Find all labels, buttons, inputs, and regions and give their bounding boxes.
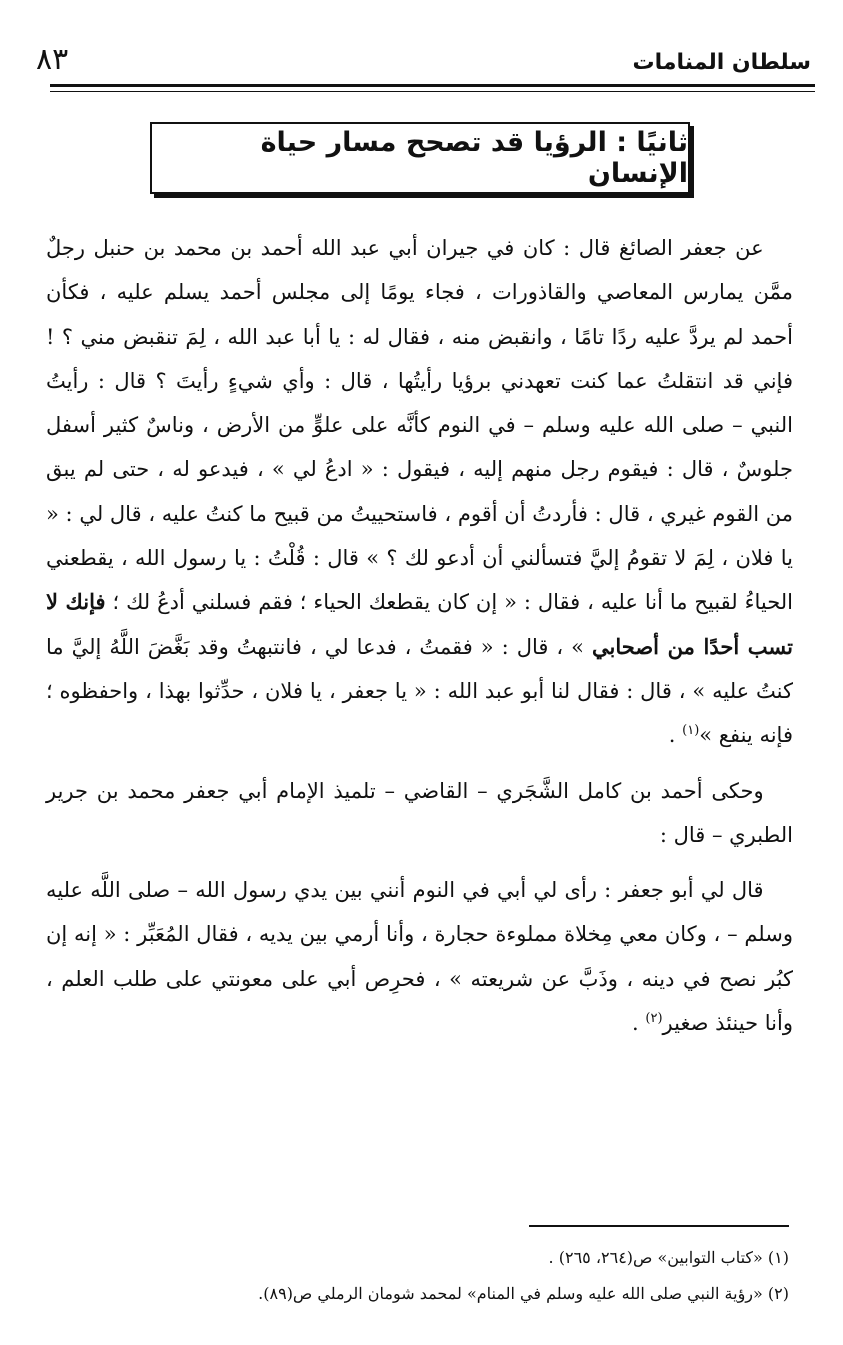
footnote-2: (٢) «رؤية النبي صلى الله عليه وسلم في المنام» لمحمد شومان الرملي ص(٨٩). <box>258 1284 789 1303</box>
header-rule-thin <box>50 91 815 92</box>
footnote-ref-2: (٢) <box>645 1011 663 1027</box>
paragraph-1-tail: » ، قال : « فقمتُ ، فدعا لي ، فانتبهتُ وقد بَغَّضَ اللَّهُ إليَّ ما كنتُ عليه » ، قال : فقال لنا أبو عبد الله : « يا جعفر ، يا فلان ، حدِّثوا بهذا ، واحفظوه ؛ فإنه ينفع » <box>46 634 793 748</box>
section-heading: ثانيًا : الرؤيا قد تصحح مسار حياة الإنسان <box>260 127 688 189</box>
header-rule-thick <box>50 84 815 87</box>
page-header <box>28 38 815 78</box>
footnote-rule <box>529 1225 789 1227</box>
paragraph-1: عن جعفر الصائغ قال : كان في جيران أبي عبد الله أحمد بن محمد بن حنبل رجلٌ ممَّن يمارس المعاصي والقاذورات ، فجاء يومًا إلى مجلس أحمد يسلم عليه ، فكأن أحمد لم يردَّ عليه ردًا تامًا ، وانقبض منه ، فقال له : يا أبا عبد الله ، لِمَ تنقبض مني ؟ ! فإني قد انتقلتُ عما كنت تعهدني برؤيا رأيتُها ، قال : وأي شيءٍ رأيتَ ؟ قال : رأيتُ النبي – صلى الله عليه وسلم – في النوم كأنَّه على علوٍّ من الأرض ، وناسٌ كثير أسفل جلوسٌ ، قال : فيقوم رجل منهم إليه ، فيقول : « ادعُ لي » ، فيدعو له ، حتى لم يبق من القوم غيري ، قال : فأردتُ أن أقوم ، فاستحييتُ من قبيح ما كنتُ عليه ، قال لي : « يا فلان ، لِمَ لا تقومُ إليَّ فتسألني أن أدعو لك ؟ » قال : قُلْتُ : يا رسول الله ، يقطعني الحياءُ لقبيح ما أنا عليه ، فقال : « إن كان يقطعك الحياء ؛ فقم فسلني أدعُ لك ؛ فإنك لا تسب أحدًا من أصحابي » ، قال : « فقمتُ ، فدعا لي ، فانتبهتُ وقد بَغَّضَ اللَّهُ إليَّ ما كنتُ عليه » ، قال : فقال لنا أبو عبد الله : « يا جعفر ، يا فلان ، حدِّثوا بهذا ، واحفظوه ؛ فإنه ينفع »$^{(١)}$ . <box>46 236 793 748</box>
paragraph-2: وحكى أحمد بن كامل الشَّجَري – القاضي – تلميذ الإمام أبي جعفر محمد بن جرير الطبري – قال : <box>46 778 793 847</box>
paragraph-3-text: قال لي أبو جعفر : رأى لي أبي في النوم أنني بين يدي رسول الله – صلى اللَّه عليه وسلم – ، وكان معي مِخلاة مملوءة حجارة ، وأنا أرمي بين يديه ، فقال المُعَبِّر : « إنه إن كبُر نصح في دينه ، وذَبَّ عن شريعته » ، فحرِص أبي على معونتي على طلب العلم ، وأنا حينئذ صغير <box>46 878 793 1036</box>
page-number: ٨٣ <box>36 42 69 77</box>
paragraph-3: قال لي أبو جعفر : رأى لي أبي في النوم أنني بين يدي رسول الله – صلى اللَّه عليه وسلم – ، وكان معي مِخلاة مملوءة حجارة ، وأنا أرمي بين يديه ، فقال المُعَبِّر : « إنه إن كبُر نصح في دينه ، وذَبَّ عن شريعته » ، فحرِص أبي على معونتي على طلب العلم ، وأنا حينئذ صغير$^{(٢)}$ . <box>46 878 793 1036</box>
footnotes <box>46 1240 789 1312</box>
footnote-ref-1: (١) <box>682 723 700 739</box>
footnote-1: (١) «كتاب التوابين» ص(٢٦٤، ٢٦٥) . <box>548 1248 789 1267</box>
section-heading-box <box>150 122 690 194</box>
running-title: سلطان المنامات <box>632 50 811 75</box>
paragraph-1-bold-text: فإنك لا تسب أحدًا من أصحابي <box>46 589 793 659</box>
body-text <box>46 226 793 1045</box>
paragraph-1-text: عن جعفر الصائغ قال : كان في جيران أبي عبد الله أحمد بن محمد بن حنبل رجلٌ ممَّن يمارس المعاصي والقاذورات ، فجاء يومًا إلى مجلس أحمد يسلم عليه ، فكأن أحمد لم يردَّ عليه ردًا تامًا ، وانقبض منه ، فقال له : يا أبا عبد الله ، لِمَ تنقبض مني ؟ ! فإني قد انتقلتُ عما كنت تعهدني برؤيا رأيتُها ، قال : وأي شيءٍ رأيتَ ؟ قال : رأيتُ النبي – صلى الله عليه وسلم – في النوم كأنَّه على علوٍّ من الأرض ، وناسٌ كثير أسفل جلوسٌ ، قال : فيقوم رجل منهم إليه ، فيقول : « ادعُ لي » ، فيدعو له ، حتى لم يبق من القوم غيري ، قال : فأردتُ أن أقوم ، فاستحييتُ من قبيح ما كنتُ عليه ، قال لي : « يا فلان ، لِمَ لا تقومُ إليَّ فتسألني أن أدعو لك ؟ » قال : قُلْتُ : يا رسول الله ، يقطعني الحياءُ لقبيح ما أنا عليه ، فقال : « إن كان يقطعك الحياء ؛ فقم فسلني أدعُ لك ؛ <box>46 236 793 615</box>
